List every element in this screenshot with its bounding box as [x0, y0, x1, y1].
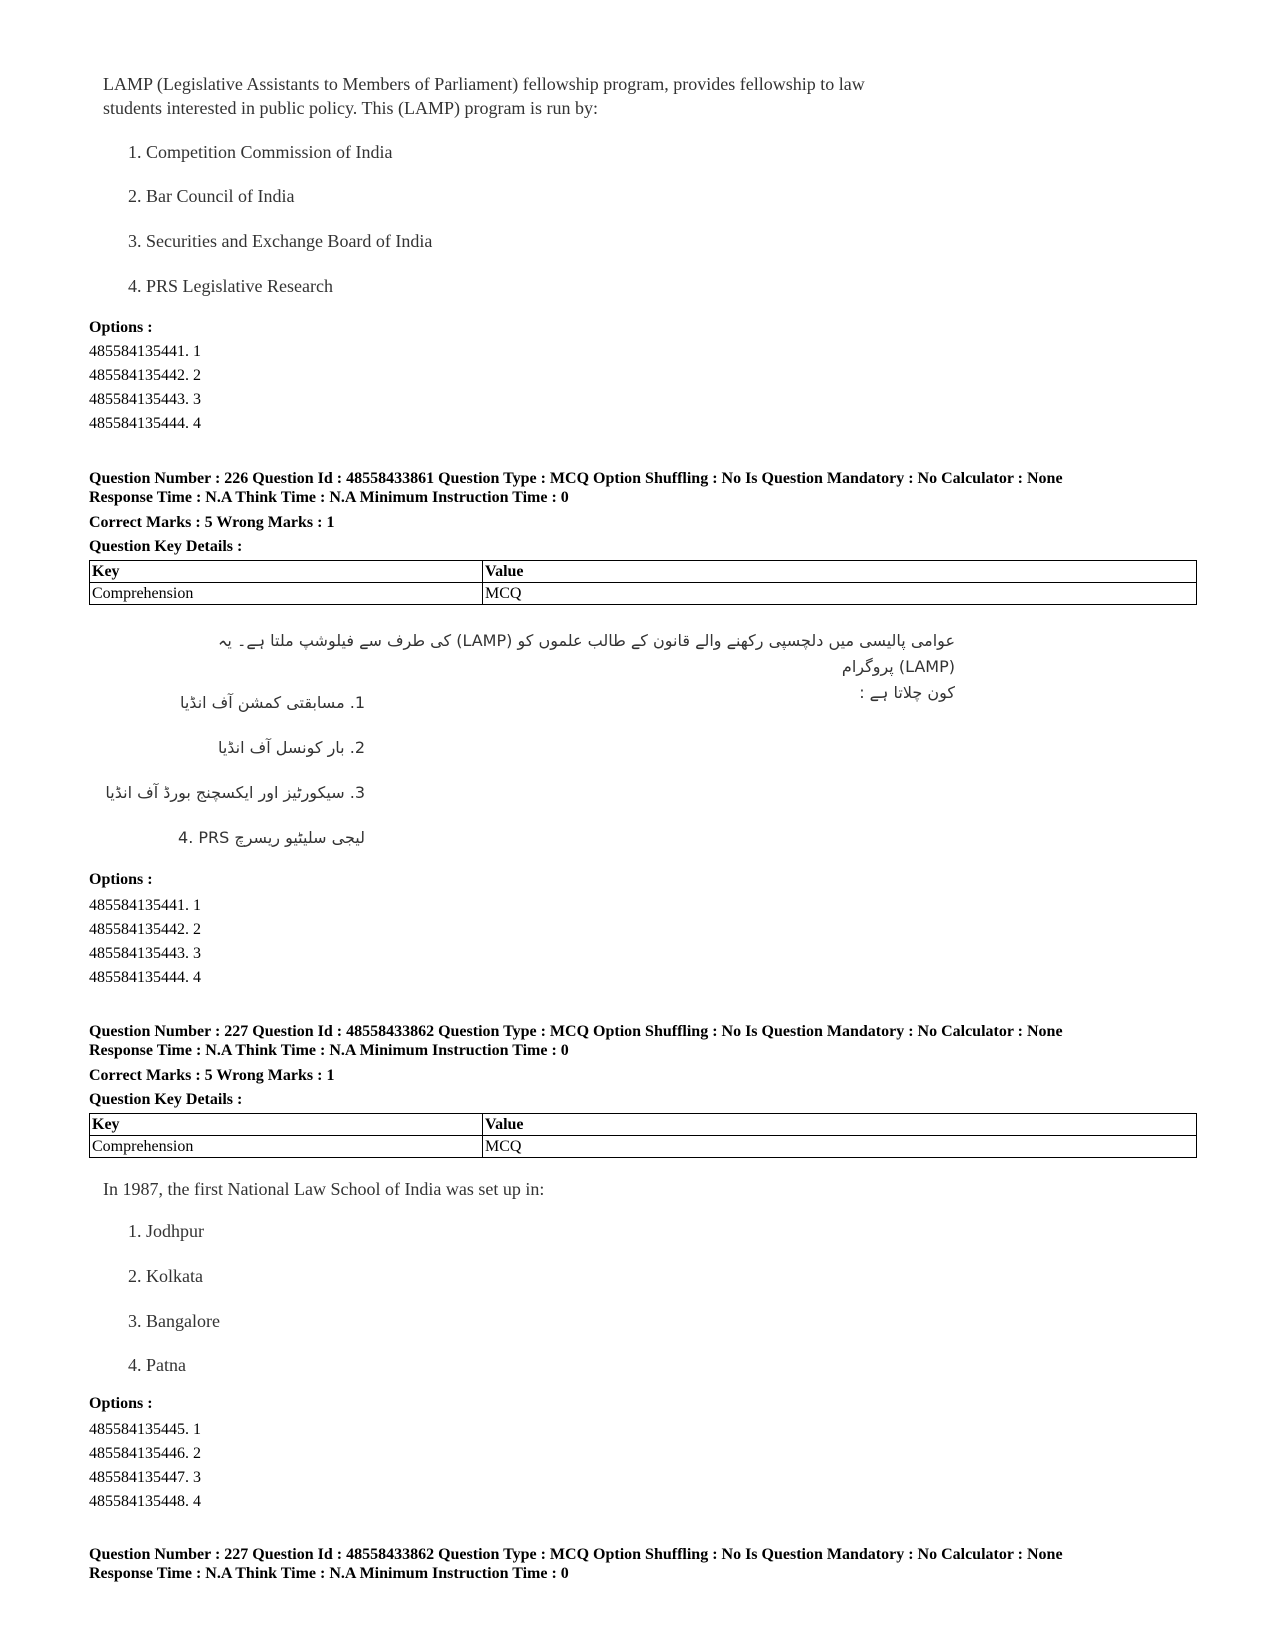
choice-item: 3. Bangalore	[128, 1311, 220, 1331]
choice-item	[105, 783, 365, 802]
question-line: students interested in public policy. This (LAMP) program is run by:	[103, 98, 598, 118]
table-row	[90, 1114, 1197, 1136]
question-meta-line: Question Number : 226 Question Id : 48558433861 Question Type : MCQ Option Shuffling : No Is Question Mandatory : No Calculator : None	[89, 470, 1063, 487]
question-meta	[89, 1022, 1063, 1060]
choice-item: 1. Competition Commission of India	[128, 142, 393, 162]
question-text: In 1987, the first National Law School of India was set up in:	[103, 1179, 545, 1199]
table-header-value: Value	[483, 561, 1197, 583]
options-list	[89, 340, 201, 436]
choice-item: 4. Patna	[128, 1355, 186, 1375]
question-meta-line: Question Number : 227 Question Id : 48558433862 Question Type : MCQ Option Shuffling : No Is Question Mandatory : No Calculator : None	[89, 1023, 1063, 1040]
choice-item: 3. Securities and Exchange Board of India	[128, 231, 433, 251]
choice-item: 1. Jodhpur	[128, 1221, 204, 1241]
table-row	[90, 583, 1197, 605]
option-item: 485584135442. 2	[89, 367, 201, 384]
options-list	[89, 894, 201, 990]
marks-line: Correct Marks : 5 Wrong Marks : 1	[89, 514, 335, 531]
options-label: Options :	[89, 319, 153, 336]
table-row	[90, 1136, 1197, 1158]
table-cell-key: Comprehension	[90, 583, 483, 605]
option-item: 485584135441. 1	[89, 897, 201, 914]
options-label: Options :	[89, 1395, 153, 1412]
choice-item: 2. Bar Council of India	[128, 186, 295, 206]
choice-item: 4. PRS Legislative Research	[128, 276, 333, 296]
choice-text: 4. PRS لیجی سلیٹیو ریسرچ	[178, 828, 365, 847]
option-item: 485584135443. 3	[89, 391, 201, 408]
choice-item	[105, 693, 365, 712]
option-item: 485584135445. 1	[89, 1421, 201, 1438]
choice-text: 3. سیکورٹیز اور ایکسچنج بورڈ آف انڈیا	[105, 783, 365, 802]
question-meta-line: Response Time : N.A Think Time : N.A Minimum Instruction Time : 0	[89, 1565, 569, 1582]
table-cell-value: MCQ	[483, 583, 1197, 605]
table-row	[90, 561, 1197, 583]
option-item: 485584135444. 4	[89, 415, 201, 432]
options-label: Options :	[89, 871, 153, 888]
options-list	[89, 1418, 201, 1514]
option-item: 485584135441. 1	[89, 343, 201, 360]
choice-item	[105, 738, 365, 757]
table-cell-value: MCQ	[483, 1136, 1197, 1158]
table-header-key: Key	[90, 1114, 483, 1136]
key-details-label: Question Key Details :	[89, 538, 243, 555]
choice-item	[105, 828, 365, 847]
question-line: عوامی پالیسی میں دلچسپی رکھنے والے قانون کے طالب علموں کو (LAMP) کی طرف سے فیلوشپ ملتا ہے۔ یہ (LAMP) پروگرام	[218, 631, 955, 676]
question-meta-line: Response Time : N.A Think Time : N.A Minimum Instruction Time : 0	[89, 1042, 569, 1059]
question-text	[103, 72, 865, 120]
question-meta-line: Response Time : N.A Think Time : N.A Minimum Instruction Time : 0	[89, 489, 569, 506]
question-meta	[89, 1545, 1063, 1583]
choice-text: 2. بار کونسل آف انڈیا	[217, 738, 365, 757]
key-details-table	[89, 1113, 1197, 1158]
option-item: 485584135444. 4	[89, 969, 201, 986]
question-meta	[89, 469, 1063, 507]
question-line: LAMP (Legislative Assistants to Members of Parliament) fellowship program, provides fellowship to law	[103, 74, 865, 94]
question-line: کون چلاتا ہے :	[859, 683, 955, 702]
choice-item: 2. Kolkata	[128, 1266, 203, 1286]
marks-line: Correct Marks : 5 Wrong Marks : 1	[89, 1067, 335, 1084]
key-details-table	[89, 560, 1197, 605]
option-item: 485584135442. 2	[89, 921, 201, 938]
option-item: 485584135446. 2	[89, 1445, 201, 1462]
table-header-value: Value	[483, 1114, 1197, 1136]
option-item: 485584135447. 3	[89, 1469, 201, 1486]
choice-text: 1. مسابقتی کمشن آف انڈیا	[179, 693, 365, 712]
table-cell-key: Comprehension	[90, 1136, 483, 1158]
option-item: 485584135443. 3	[89, 945, 201, 962]
key-details-label: Question Key Details :	[89, 1091, 243, 1108]
table-header-key: Key	[90, 561, 483, 583]
question-meta-line: Question Number : 227 Question Id : 48558433862 Question Type : MCQ Option Shuffling : No Is Question Mandatory : No Calculator : None	[89, 1546, 1063, 1563]
option-item: 485584135448. 4	[89, 1493, 201, 1510]
